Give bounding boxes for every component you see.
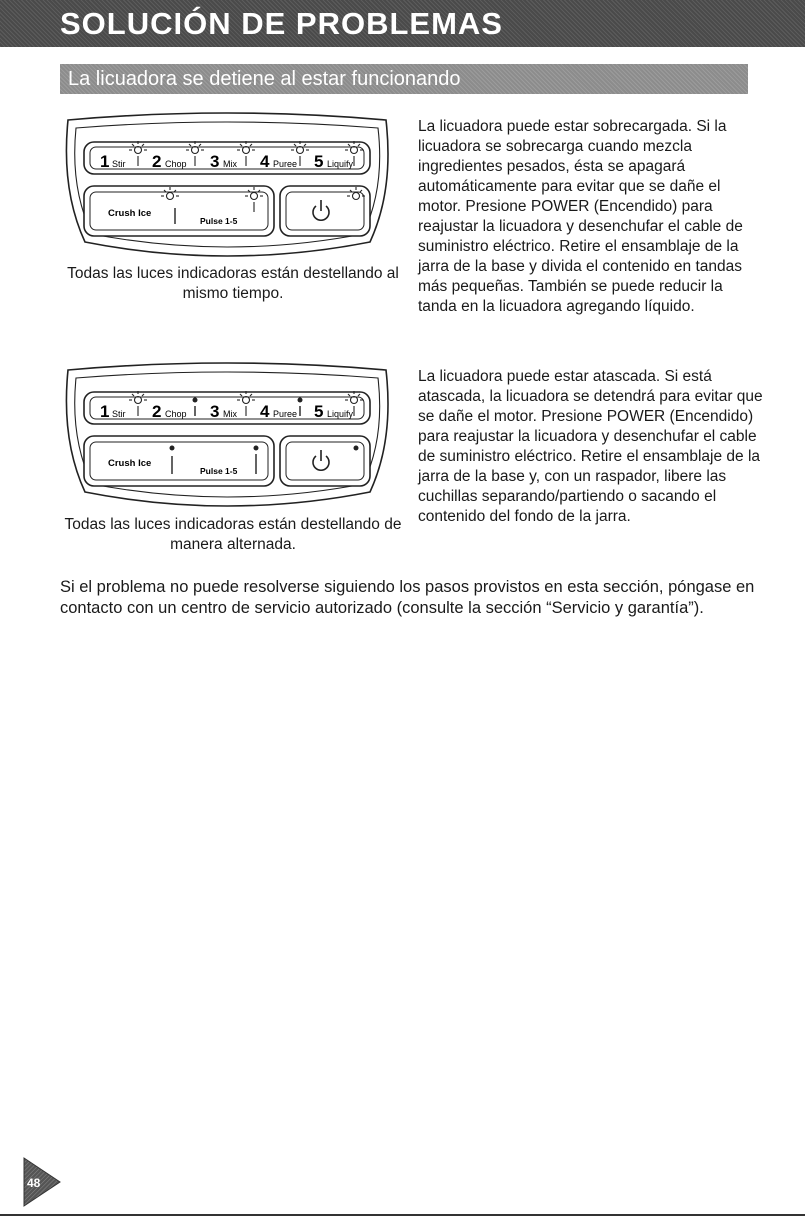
mix-label: Mix xyxy=(223,409,237,419)
pulse-label: Pulse 1-5 xyxy=(200,216,238,226)
chop-label: Chop xyxy=(165,159,187,169)
speed-2-number: 2 xyxy=(152,402,162,421)
problem-2-caption: Todas las luces indicadoras están destellando de manera alternada. xyxy=(64,516,402,553)
speed-4-number: 4 xyxy=(260,152,270,171)
chop-label: Chop xyxy=(165,409,187,419)
stir-label: Stir xyxy=(112,159,126,169)
speed-2-number: 2 xyxy=(152,152,162,171)
control-panel-illustration-1 xyxy=(60,112,395,272)
liquify-label: Liquify xyxy=(327,159,354,169)
subsection-title: La licuadora se detiene al estar funcionando xyxy=(68,68,461,90)
speed-3-number: 3 xyxy=(210,152,220,171)
mix-label: Mix xyxy=(223,159,237,169)
speed-5-number: 5 xyxy=(314,402,324,421)
problem-2-description: La licuadora puede estar atascada. Si está atascada, la licuadora se detendrá para evitar que se dañe el motor. Presione POWER (Encendido) para reajustar la licuadora y desenchufar el cable de suministro eléctrico. Retire el ensamblaje de la jarra de la base y, con un raspador, libere las cuchillas separando/partiendo o sacando el contenido del fondo de la jarra. xyxy=(418,368,763,525)
problem-1-caption: Todas las luces indicadoras están destellando al mismo tiempo. xyxy=(67,265,399,302)
speed-3-number: 3 xyxy=(210,402,220,421)
puree-label: Puree xyxy=(273,409,298,419)
stir-label: Stir xyxy=(112,409,126,419)
puree-label: Puree xyxy=(273,159,298,169)
subsection-header-bar xyxy=(60,64,748,94)
page-number: 48 xyxy=(27,1176,41,1190)
liquify-label: Liquify xyxy=(327,409,354,419)
speed-1-number: 1 xyxy=(100,152,110,171)
page-title: SOLUCIÓN DE PROBLEMAS xyxy=(60,6,503,41)
section-header-bar xyxy=(0,0,805,47)
crush-ice-label: Crush Ice xyxy=(108,458,152,469)
speed-1-number: 1 xyxy=(100,402,110,421)
bottom-rule xyxy=(0,1214,805,1216)
speed-5-number: 5 xyxy=(314,152,324,171)
control-panel-illustration-2 xyxy=(60,362,395,522)
speed-4-number: 4 xyxy=(260,402,270,421)
service-note: Si el problema no puede resolverse siguiendo los pasos provistos en esta sección, póngase en contacto con un centro de servicio autorizado (consulte la sección “Servicio y garantía”). xyxy=(60,578,755,617)
indicator-light-off-icon xyxy=(354,446,359,451)
crush-ice-label: Crush Ice xyxy=(108,208,152,219)
pulse-label: Pulse 1-5 xyxy=(200,466,238,476)
page-number-marker xyxy=(22,1156,64,1208)
problem-1-description: La licuadora puede estar sobrecargada. Si la licuadora se sobrecarga cuando mezcla ingredientes pesados, ésta se apagará automáticamente para evitar que se dañe el motor. Presione POWER (Encendido) para reajustar la licuadora y desenchufar el cable de suministro eléctrico. Retire el ensamblaje de la jarra de la base y divida el contenido en tandas más pequeñas. También se puede reducir la tanda en la licuadora agregando líquido. xyxy=(418,118,743,315)
